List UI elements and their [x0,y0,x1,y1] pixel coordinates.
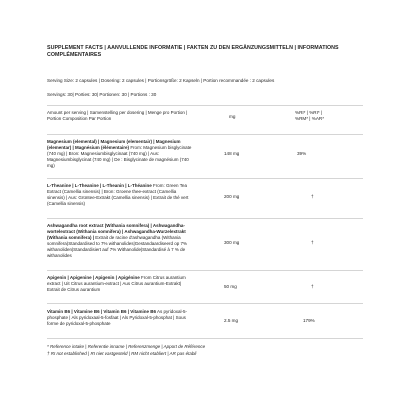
ingredient-name: Magnesium (elemental) | Magnesium (elementair) | Magnesium (elementar) | Magnésium (élémentaire) [47,139,181,150]
divider [47,178,363,179]
serving-size: Serving Size: 2 capsules | Dosering: 2 capsules | Portionsgröße: 2 Kapseln | Portion recommandée : 2 capsules [47,78,275,83]
ingredient-amount: 200 mg [224,194,240,199]
divider [47,218,363,219]
divider [47,134,363,135]
ingredient-name: L-Theanine | L-Theanine | L-Theanin | L-Théanine [47,183,152,188]
ingredient-percent: † [311,240,314,245]
ingredient-source: Extrait de racine d'ashwagandha (Withania somnifera)Standardised to 7% withanolides|Gestandaardiseerd op 7% withanoliden|Standardisiert auf 7% Withanolide|Standardisé à 7 % de withanolides [47,234,188,258]
header-amount: mg [229,114,236,119]
ingredient-name: Vitamin B6 | Vitamine B6 | Vitamin B6 | Vitamine B6 [47,309,156,314]
ingredient-source: As pyridoxal-5-phosphate | Als pyridoxaal-5-fosfaat | Als Pyridoxal-5-phosphat | Sous forme de pyridoxal-5-phosphate [47,309,188,326]
ingredient-percent: † [311,284,314,289]
ingredient-amount: 50 mg [224,284,237,289]
divider [47,105,363,106]
ingredient-source: From Citrus aurantium extract | Uit Citrus aurantium-extract | Aus Citrus aurantium-Extrakt| Extrait de Citrus aurantium [47,275,186,292]
ingredient-amount: 148 mg [224,151,240,156]
row-description [47,309,195,327]
row-description [47,183,195,207]
ingredient-percent: 179% [303,318,315,323]
footnote-not-established: † RI not established | RI niet vastgesteld | RM nicht etabliert | AR pas établi [47,351,197,356]
ingredient-name: Ashwagandha root extract (Withania somnifera) | Ashwagandha-wortelextract (Withania somnifera) | Ashwagandha-Wurzelextrakt (Withania somnifera) | [47,223,186,240]
ingredient-source: From: Green Tea Extract (Camellia sinensis) | Bron: Groene thee-extract (Camellia sinensis) | Aus: Grüntee-Extrakt (Camellia sinensis) | Extrait de thé vert (Camellia sinensis) [47,183,189,206]
ingredient-source: From: Magnesium bisglycinate (740 mg) | Bron: Magnesiumbisglycinaat (740 mg) | Aus: Magnesiumbisglycinat (740 mg) | De : Bisglycinate de magnésium (740 mg) [47,144,192,168]
row-description [47,275,195,293]
header-description: Amount per serving | Samenstelling per dosering | Menge pro Portion | Portion Composition Par Portion [47,110,188,121]
servings-count: Servings: 30| Porties: 30| Portionen: 30 | Portions : 30 [47,92,157,97]
row-description [47,139,195,169]
ingredient-amount: 300 mg [224,240,240,245]
ingredient-amount: 2.5 mg [224,318,239,323]
divider [47,338,363,339]
row-description [47,223,195,258]
ingredient-name: Apigenin | Apigenine | Apigenin | Apigénine [47,275,140,280]
divider [47,303,363,304]
divider [47,270,363,271]
page-title: SUPPLEMENT FACTS | AANVULLENDE INFORMATIE | FAKTEN ZU DEN ERGÄNZUNGSMITTELN | INFORMATIONS COMPLÉMENTAIRES [47,45,339,58]
header-percent: %RI* | %RI* | %RM* | %AR* [295,110,325,121]
ingredient-percent: † [311,194,314,199]
footnote-reference: * Reference intake | Referentie inname | Referenzmenge | Apport de Référence [47,344,206,349]
ingredient-percent: 39% [297,151,307,156]
